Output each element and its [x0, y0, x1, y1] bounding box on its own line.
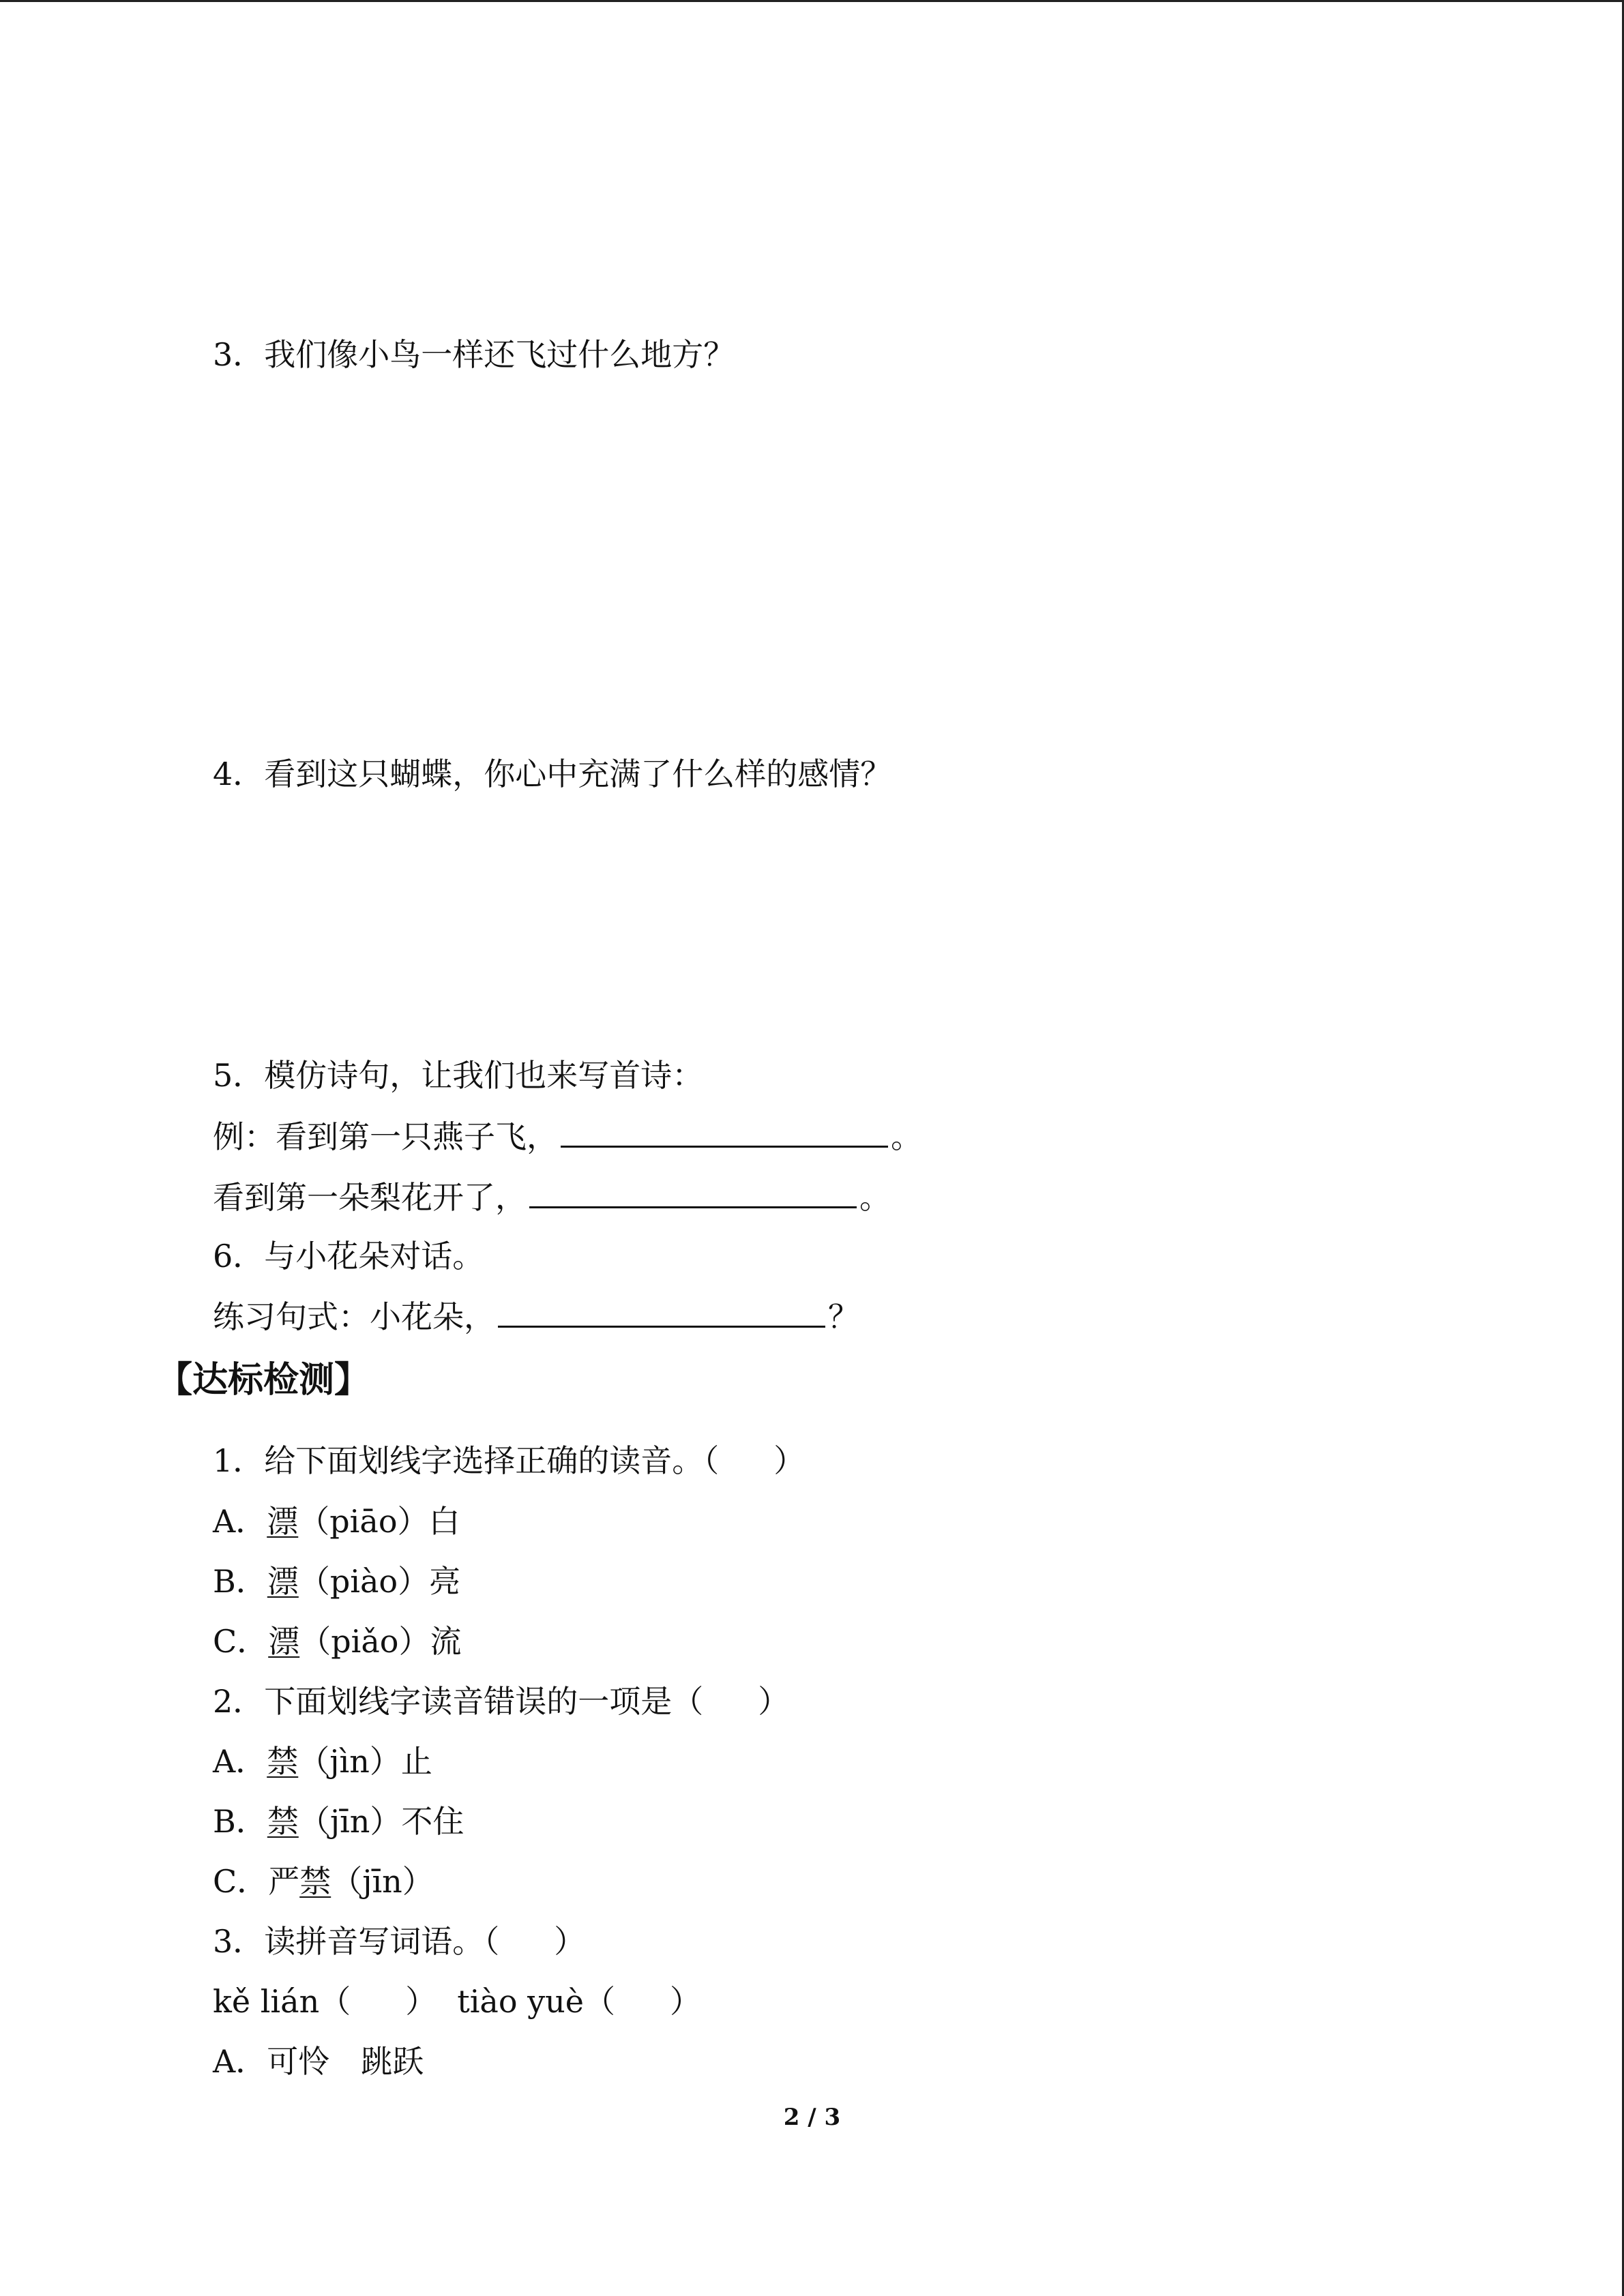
practice-line: [213, 1296, 859, 1337]
pinyin-line: [213, 1981, 701, 2022]
option-rest: （jīn）: [331, 1863, 434, 1900]
question-3: [213, 334, 735, 375]
underlined-char: 漂: [268, 1623, 300, 1660]
question-3-text: 3．我们像小鸟一样还飞过什么地方？: [213, 336, 735, 373]
question-6-text: 6．与小花朵对话。: [213, 1238, 484, 1274]
test-question-2: [213, 1681, 789, 1722]
pinyin-2: tiào yuè（: [457, 1983, 615, 2020]
example-blank[interactable]: [561, 1116, 888, 1148]
test-question-2-prefix: 2．下面划线字读音错误的一项是（: [213, 1683, 704, 1720]
underlined-char: 禁: [267, 1743, 299, 1780]
example-line: [213, 1116, 922, 1157]
underlined-char: 漂: [267, 1503, 299, 1540]
pinyin-1-close: ）: [405, 1983, 437, 2020]
practice-prefix: 练习句式：小花朵，: [213, 1298, 495, 1335]
option-letter: C．: [213, 1623, 269, 1660]
test-question-2-suffix: ）: [758, 1683, 790, 1720]
test-question-3-suffix: ）: [554, 1923, 586, 1960]
option-rest: （piào）亮: [298, 1563, 461, 1600]
t1-option-b: [213, 1561, 460, 1602]
t3-option-a: [213, 2041, 424, 2082]
question-5-text: 5．模仿诗句，让我们也来写首诗：: [213, 1057, 704, 1094]
pear-prefix: 看到第一朵梨花开了，: [213, 1179, 527, 1216]
page-top-border: [0, 0, 1624, 2]
t2-option-b: [213, 1801, 464, 1842]
option-rest: （piāo）白: [298, 1503, 460, 1540]
pear-line: [213, 1176, 891, 1218]
pinyin-2-close: ）: [669, 1983, 701, 2020]
option-letter: A．: [213, 1503, 267, 1540]
option-letter: A．: [213, 1743, 267, 1780]
question-4-text: 4．看到这只蝴蝶，你心中充满了什么样的感情？: [213, 756, 892, 792]
t3-option-a-text: A．可怜 跳跃: [213, 2043, 424, 2080]
question-5: [213, 1055, 703, 1096]
option-rest: （jìn）止: [298, 1743, 432, 1780]
pear-blank[interactable]: [529, 1176, 857, 1208]
underlined-char: 禁: [267, 1803, 299, 1840]
test-question-1-suffix: ）: [773, 1442, 806, 1479]
t1-option-a: [213, 1501, 460, 1542]
practice-suffix: ？: [828, 1298, 859, 1335]
option-pre: 严: [268, 1863, 300, 1900]
pear-suffix: 。: [859, 1179, 891, 1216]
option-letter: B．: [213, 1803, 267, 1840]
t2-option-c: [213, 1861, 434, 1902]
example-prefix: 例：看到第一只燕子飞，: [213, 1118, 558, 1155]
practice-blank[interactable]: [498, 1296, 825, 1328]
question-6: [213, 1236, 484, 1277]
example-suffix: 。: [891, 1118, 922, 1155]
test-question-3: [213, 1921, 585, 1962]
section-heading: 【达标检测】: [157, 1360, 370, 1401]
t1-option-c: [213, 1621, 461, 1662]
pinyin-1: kě lián（: [213, 1983, 351, 2020]
test-question-1-prefix: 1．给下面划线字选择正确的读音。（: [213, 1442, 720, 1479]
option-rest: （jīn）不住: [298, 1803, 464, 1840]
option-letter: B．: [213, 1563, 267, 1600]
question-4: [213, 754, 891, 794]
t2-option-a: [213, 1741, 432, 1782]
underlined-char: 漂: [267, 1563, 299, 1600]
option-rest: （piǎo）流: [299, 1623, 462, 1660]
page-number: 2 / 3: [783, 2104, 841, 2131]
test-question-1: [213, 1440, 805, 1481]
test-question-3-prefix: 3．读拼音写词语。（: [213, 1923, 500, 1960]
option-letter: C．: [213, 1863, 269, 1900]
underlined-char: 禁: [299, 1863, 331, 1900]
